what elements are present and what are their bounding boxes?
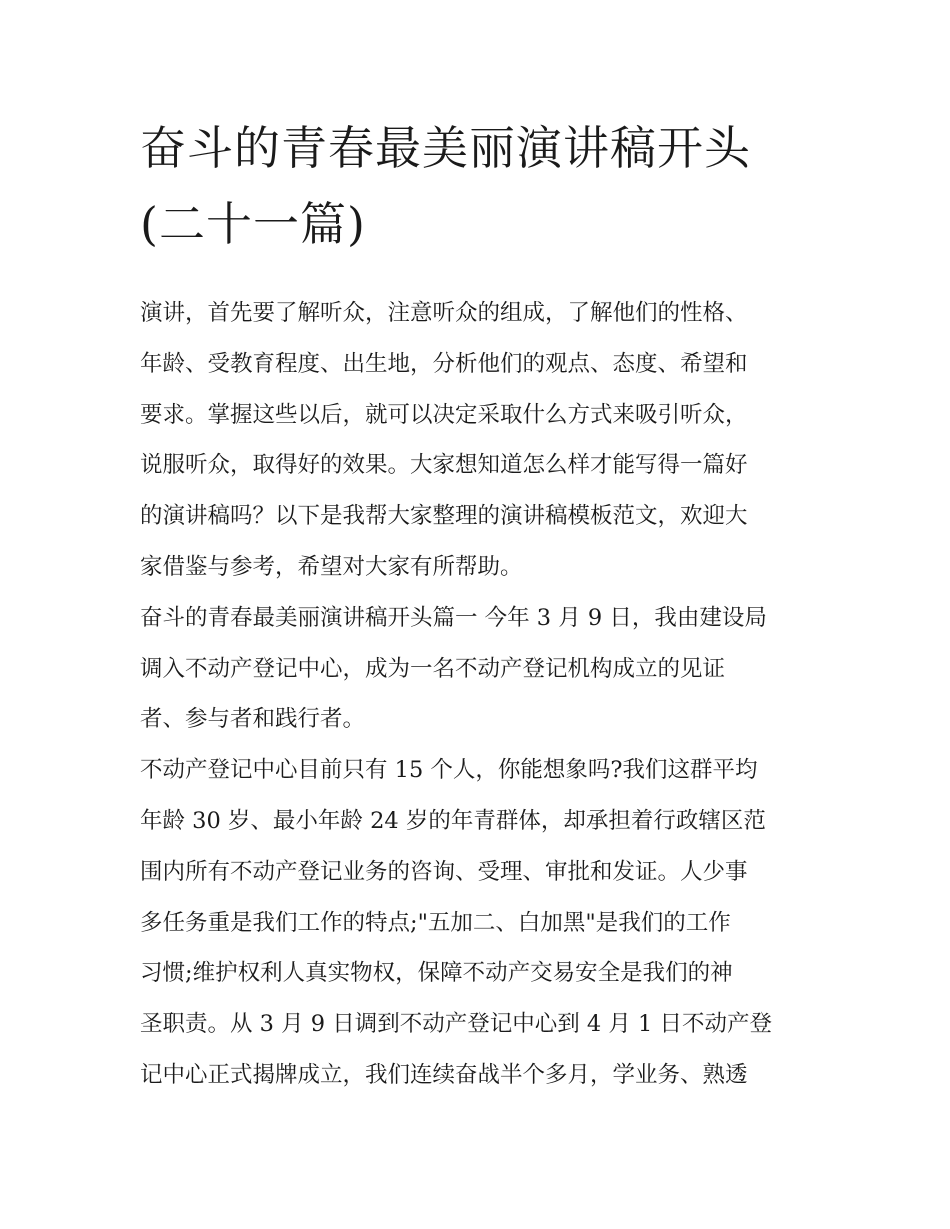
title-line: (二十一篇) — [140, 197, 366, 251]
text-line: 年龄 30 岁、最小年龄 24 岁的年青群体，却承担着行政辖区范 — [140, 807, 766, 834]
text-line: 习惯;维护权利人真实物权，保障不动产交易安全是我们的神 — [140, 960, 733, 987]
text-line: 者、参与者和践行者。 — [140, 706, 366, 733]
text-line: 围内所有不动产登记业务的咨询、受理、审批和发证。人少事 — [140, 858, 748, 885]
text-line: 家借鉴与参考，希望对大家有所帮助。 — [140, 553, 523, 580]
section-one-paragraph — [140, 593, 814, 745]
title-line: 奋斗的青春最美丽演讲稿开头 — [140, 121, 751, 175]
text-line: 说服听众，取得好的效果。大家想知道怎么样才能写得一篇好 — [140, 452, 748, 479]
text-line: 多任务重是我们工作的特点;"五加二、白加黑"是我们的工作 — [140, 909, 731, 936]
document-body — [140, 288, 814, 1101]
text-line: 圣职责。从 3 月 9 日调到不动产登记中心到 4 月 1 日不动产登 — [140, 1011, 772, 1038]
body-paragraph — [140, 745, 814, 1101]
text-line: 的演讲稿吗？以下是我帮大家整理的演讲稿模板范文，欢迎大 — [140, 503, 748, 530]
intro-paragraph — [140, 288, 814, 593]
text-line: 调入不动产登记中心，成为一名不动产登记机构成立的见证 — [140, 655, 726, 682]
text-line: 年龄、受教育程度、出生地，分析他们的观点、态度、希望和 — [140, 350, 748, 377]
text-line: 演讲，首先要了解听众，注意听众的组成，了解他们的性格、 — [140, 300, 748, 326]
text-line: 奋斗的青春最美丽演讲稿开头篇一 今年 3 月 9 日，我由建设局 — [140, 604, 767, 631]
text-line: 要求。掌握这些以后，就可以决定采取什么方式来吸引听众， — [140, 401, 748, 428]
text-line: 记中心正式揭牌成立，我们连续奋战半个多月，学业务、熟透 — [140, 1061, 748, 1088]
text-line: 不动产登记中心目前只有 15 个人，你能想象吗?我们这群平均 — [140, 757, 758, 784]
document-title — [140, 110, 814, 262]
